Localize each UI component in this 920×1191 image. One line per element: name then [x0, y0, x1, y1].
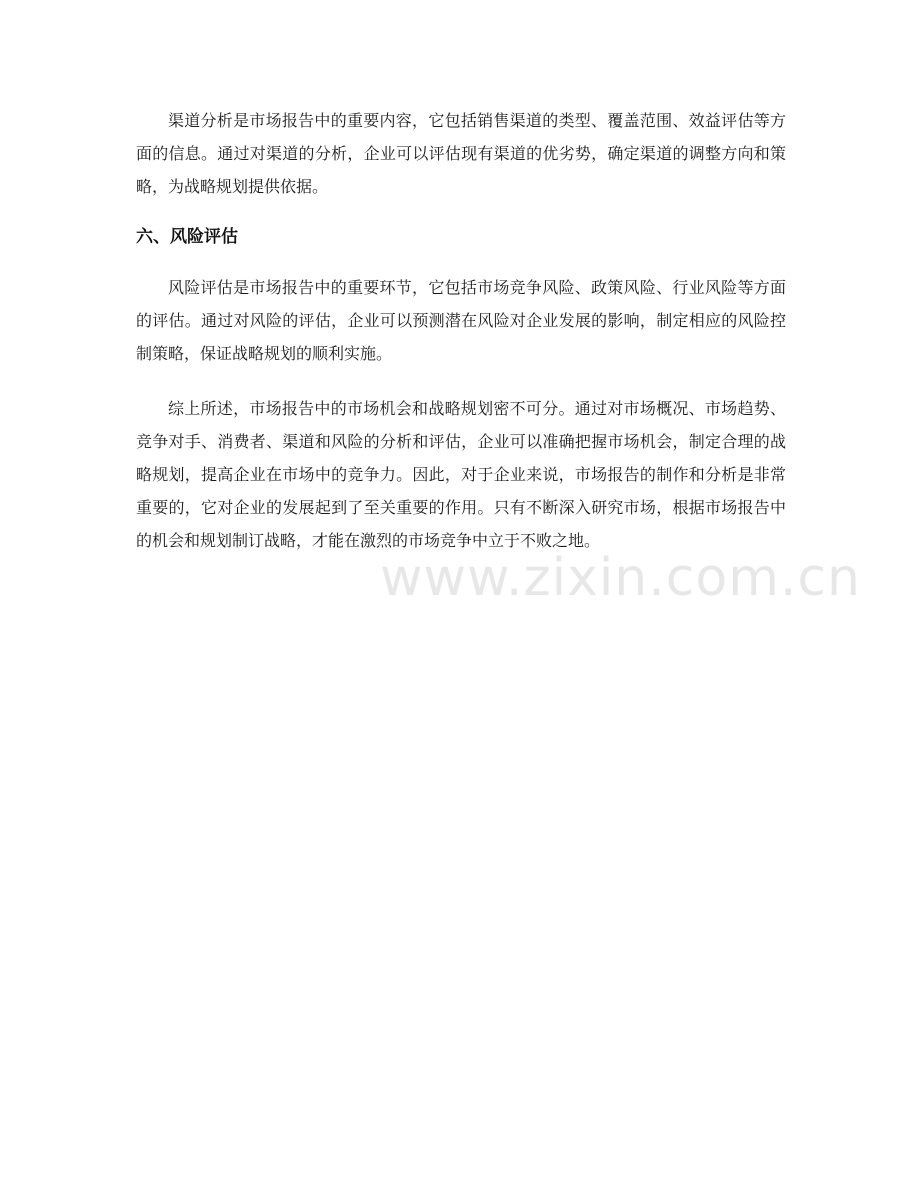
- section-heading-risk-assessment: 六、风险评估: [136, 227, 238, 247]
- paragraph-risk-assessment: 风险评估是市场报告中的重要环节，它包括市场竞争风险、政策风险、行业风险等方面的评估。通过对风险的评估，企业可以预测潜在风险对企业发展的影响，制定相应的风险控制策略，保证战略规划的顺利实施。: [136, 278, 786, 363]
- paragraph-conclusion: 综上所述，市场报告中的市场机会和战略规划密不可分。通过对市场概况、市场趋势、竞争对手、消费者、渠道和风险的分析和评估，企业可以准确把握市场机会，制定合理的战略规划，提高企业在市场中的竞争力。因此，对于企业来说，市场报告的制作和分析是非常重要的，它对企业的发展起到了至关重要的作用。只有不断深入研究市场，根据市场报告中的机会和规划制订战略，才能在激烈的市场竞争中立于不败之地。: [136, 399, 786, 550]
- document-body: [136, 104, 786, 557]
- watermark: www.zixin.com.cn: [380, 548, 861, 608]
- paragraph-channel-analysis: 渠道分析是市场报告中的重要内容，它包括销售渠道的类型、覆盖范围、效益评估等方面的信息。通过对渠道的分析，企业可以评估现有渠道的优劣势，确定渠道的调整方向和策略，为战略规划提供依据。: [136, 111, 786, 196]
